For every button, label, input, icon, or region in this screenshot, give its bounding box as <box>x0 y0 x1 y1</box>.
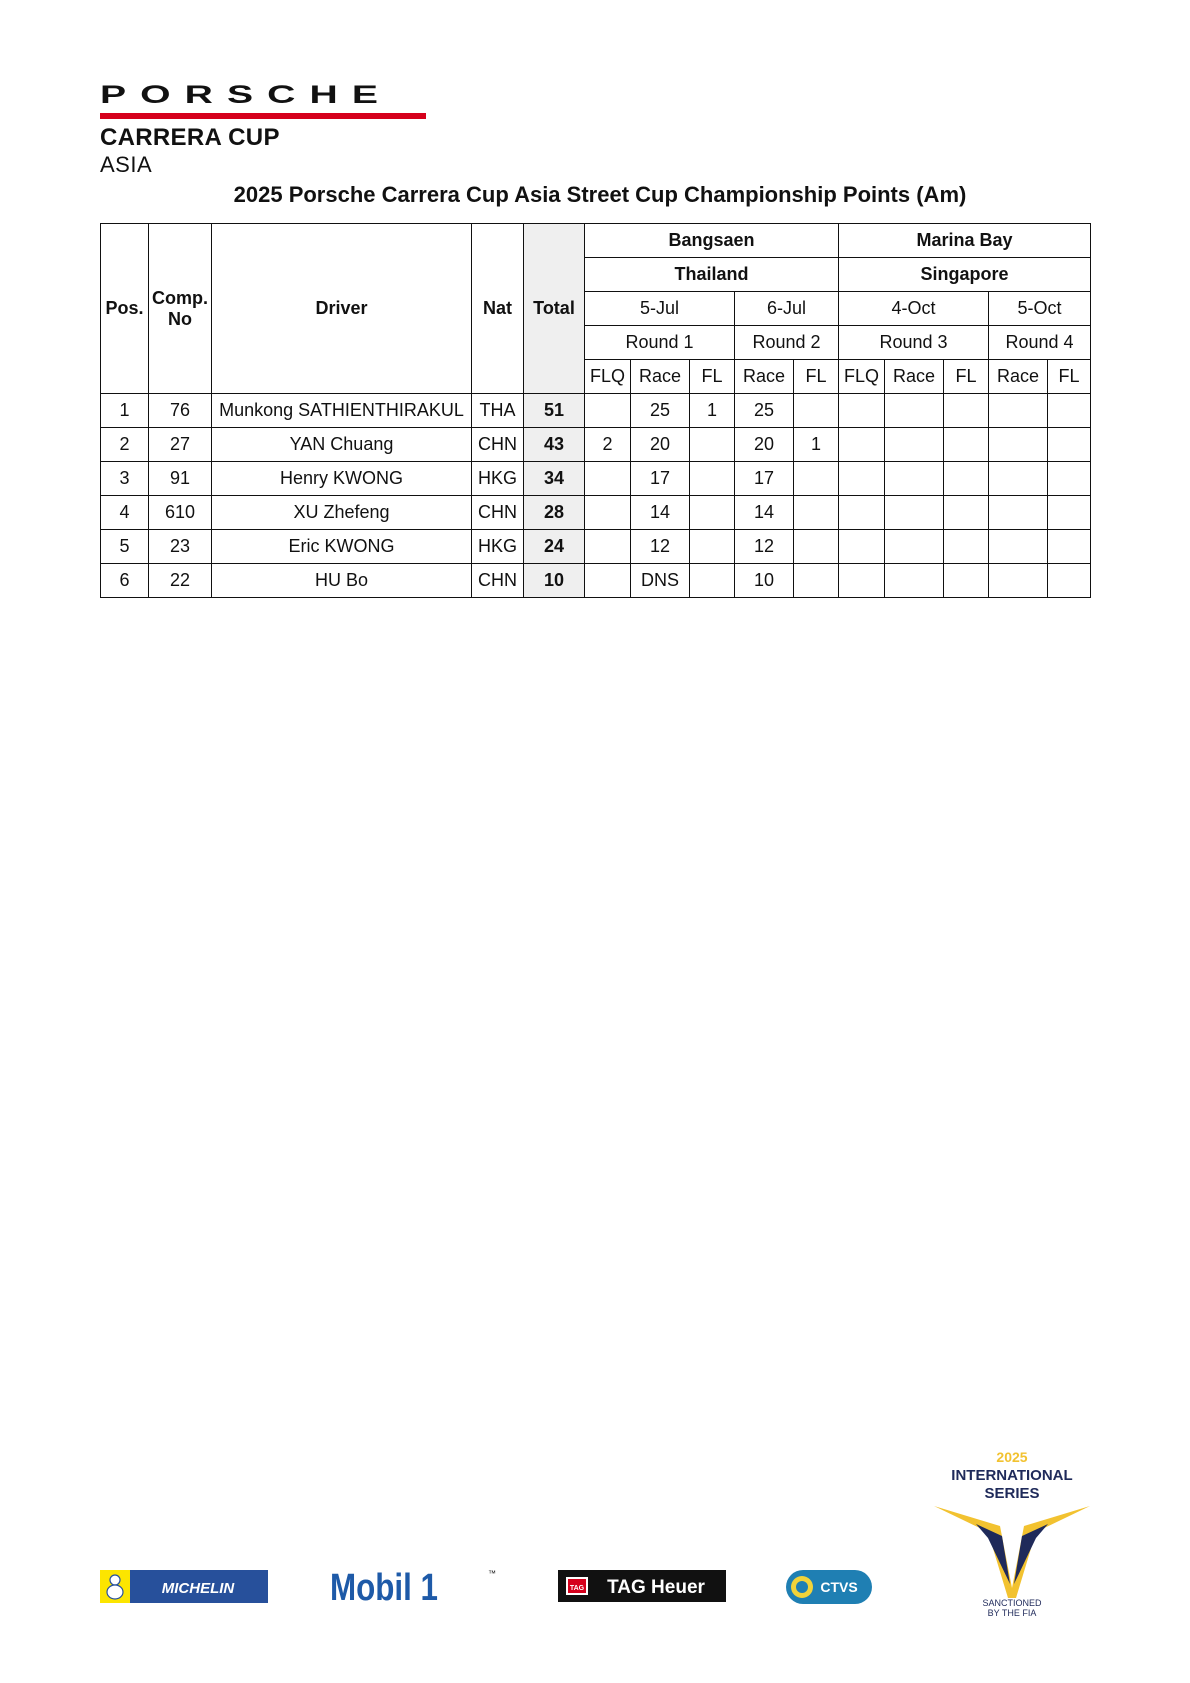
points-cell <box>839 564 885 598</box>
table-header <box>101 224 1091 394</box>
points-cell <box>885 394 944 428</box>
nat-cell: CHN <box>472 564 524 598</box>
points-cell: 12 <box>735 530 794 564</box>
venue-name: Bangsaen <box>585 224 839 258</box>
points-cell <box>585 394 631 428</box>
mobil-text: Mobil 1 <box>330 1567 438 1606</box>
table-body <box>101 394 1091 598</box>
points-cell <box>989 394 1048 428</box>
badge-wings-icon <box>934 1506 1090 1598</box>
points-cell <box>944 530 989 564</box>
bibendum-head-icon <box>110 1575 120 1585</box>
points-cell <box>585 530 631 564</box>
pos-cell: 6 <box>101 564 149 598</box>
points-cell <box>690 564 735 598</box>
points-cell <box>839 462 885 496</box>
total-cell: 24 <box>524 530 585 564</box>
table-row <box>101 394 1091 428</box>
venue-name: Marina Bay <box>839 224 1091 258</box>
points-cell: 17 <box>735 462 794 496</box>
pos-cell: 3 <box>101 462 149 496</box>
document-title: 2025 Porsche Carrera Cup Asia Street Cup Championship Points (Am) <box>233 182 967 207</box>
points-cell: 2 <box>585 428 631 462</box>
points-cell: 25 <box>735 394 794 428</box>
ctvs-text: CTVS <box>820 1579 858 1595</box>
total-cell: 51 <box>524 394 585 428</box>
table-row <box>101 462 1091 496</box>
comp-no-cell: 22 <box>149 564 212 598</box>
points-cell: 20 <box>631 428 690 462</box>
table-row <box>101 564 1091 598</box>
col-driver: Driver <box>212 224 472 394</box>
sub-header-fl: FL <box>944 360 989 394</box>
tagheuer-text: TAG Heuer <box>607 1577 705 1598</box>
points-cell <box>1048 462 1091 496</box>
driver-cell: Munkong SATHIENTHIRAKUL <box>212 394 472 428</box>
col-nat: Nat <box>472 224 524 394</box>
col-total: Total <box>524 224 585 394</box>
sub-header-fl: FL <box>1048 360 1091 394</box>
comp-no-cell: 27 <box>149 428 212 462</box>
comp-no-cell: 76 <box>149 394 212 428</box>
points-cell <box>989 428 1048 462</box>
badge-year: 2025 <box>996 1449 1028 1465</box>
points-cell <box>794 462 839 496</box>
table-row <box>101 530 1091 564</box>
points-cell <box>1048 530 1091 564</box>
venue-country: Thailand <box>585 258 839 292</box>
nat-cell: CHN <box>472 428 524 462</box>
points-cell <box>794 394 839 428</box>
points-cell <box>944 394 989 428</box>
points-cell <box>885 530 944 564</box>
pos-cell: 4 <box>101 496 149 530</box>
comp-no-cell: 610 <box>149 496 212 530</box>
bibendum-body-icon <box>107 1585 123 1599</box>
points-cell <box>794 564 839 598</box>
series-region: ASIA <box>100 152 153 177</box>
points-cell <box>944 564 989 598</box>
ctvs-mark-inner <box>796 1581 808 1593</box>
points-cell <box>839 496 885 530</box>
tagheuer-shield-text: TAG <box>569 1585 585 1592</box>
sub-header-fl: FL <box>690 360 735 394</box>
points-cell: 14 <box>735 496 794 530</box>
ctvs-logo <box>786 1570 872 1604</box>
sub-header-race: Race <box>735 360 794 394</box>
points-cell <box>1048 428 1091 462</box>
sub-header-race: Race <box>989 360 1048 394</box>
points-cell: 12 <box>631 530 690 564</box>
tagheuer-logo <box>558 1570 726 1602</box>
pos-cell: 5 <box>101 530 149 564</box>
total-cell: 10 <box>524 564 585 598</box>
col-pos: Pos. <box>101 224 149 394</box>
points-cell: 17 <box>631 462 690 496</box>
points-cell <box>690 496 735 530</box>
badge-line1: INTERNATIONAL <box>951 1467 1073 1484</box>
points-cell <box>944 462 989 496</box>
race-date: 5-Jul <box>585 292 735 326</box>
standings-table <box>100 223 1091 598</box>
pos-cell: 1 <box>101 394 149 428</box>
svg-text:PORSCHE: PORSCHE <box>100 84 392 106</box>
total-cell: 34 <box>524 462 585 496</box>
points-cell <box>944 428 989 462</box>
comp-no-cell: 91 <box>149 462 212 496</box>
points-cell <box>885 428 944 462</box>
driver-cell: HU Bo <box>212 564 472 598</box>
porsche-logo <box>100 84 400 106</box>
brand-red-line <box>100 113 426 119</box>
points-cell <box>1048 394 1091 428</box>
points-cell <box>690 462 735 496</box>
points-cell <box>989 462 1048 496</box>
badge-sanction2: BY THE FIA <box>987 1608 1037 1616</box>
sub-header-race: Race <box>885 360 944 394</box>
points-cell: 10 <box>735 564 794 598</box>
total-cell: 43 <box>524 428 585 462</box>
points-cell <box>690 530 735 564</box>
pos-cell: 2 <box>101 428 149 462</box>
sub-header-flq: FLQ <box>839 360 885 394</box>
points-cell: 1 <box>794 428 839 462</box>
michelin-text: MICHELIN <box>161 1580 235 1597</box>
points-cell <box>885 564 944 598</box>
points-cell <box>794 530 839 564</box>
points-cell <box>839 394 885 428</box>
international-series-badge <box>932 1448 1092 1616</box>
points-cell <box>944 496 989 530</box>
nat-cell: HKG <box>472 462 524 496</box>
round-label: Round 4 <box>989 326 1091 360</box>
points-cell <box>1048 564 1091 598</box>
points-cell <box>839 428 885 462</box>
points-cell <box>989 496 1048 530</box>
trademark-mark: ™ <box>488 1569 496 1578</box>
points-cell <box>885 462 944 496</box>
table-row <box>101 428 1091 462</box>
points-cell <box>690 428 735 462</box>
sub-header-fl: FL <box>794 360 839 394</box>
driver-cell: Henry KWONG <box>212 462 472 496</box>
total-cell: 28 <box>524 496 585 530</box>
sub-header-race: Race <box>631 360 690 394</box>
round-label: Round 2 <box>735 326 839 360</box>
comp-no-cell: 23 <box>149 530 212 564</box>
points-cell: DNS <box>631 564 690 598</box>
points-cell: 25 <box>631 394 690 428</box>
driver-cell: XU Zhefeng <box>212 496 472 530</box>
race-date: 6-Jul <box>735 292 839 326</box>
points-cell: 1 <box>690 394 735 428</box>
round-label: Round 1 <box>585 326 735 360</box>
venue-country: Singapore <box>839 258 1091 292</box>
driver-cell: Eric KWONG <box>212 530 472 564</box>
porsche-wordmark <box>100 84 400 106</box>
points-cell <box>989 564 1048 598</box>
points-cell <box>585 564 631 598</box>
points-cell <box>839 530 885 564</box>
round-label: Round 3 <box>839 326 989 360</box>
nat-cell: HKG <box>472 530 524 564</box>
points-cell: 20 <box>735 428 794 462</box>
sub-header-flq: FLQ <box>585 360 631 394</box>
points-cell: 14 <box>631 496 690 530</box>
col-comp-no: Comp. No <box>149 224 212 394</box>
series-name: CARRERA CUP <box>100 124 280 151</box>
driver-cell: YAN Chuang <box>212 428 472 462</box>
points-cell <box>885 496 944 530</box>
michelin-logo <box>100 1570 268 1603</box>
points-cell <box>989 530 1048 564</box>
points-cell <box>1048 496 1091 530</box>
mobil1-logo <box>330 1566 500 1606</box>
badge-sanction1: SANCTIONED <box>982 1598 1042 1608</box>
table-row <box>101 496 1091 530</box>
badge-line2: SERIES <box>984 1485 1040 1502</box>
race-date: 5-Oct <box>989 292 1091 326</box>
nat-cell: THA <box>472 394 524 428</box>
race-date: 4-Oct <box>839 292 989 326</box>
points-cell <box>585 496 631 530</box>
points-cell <box>794 496 839 530</box>
nat-cell: CHN <box>472 496 524 530</box>
points-cell <box>585 462 631 496</box>
